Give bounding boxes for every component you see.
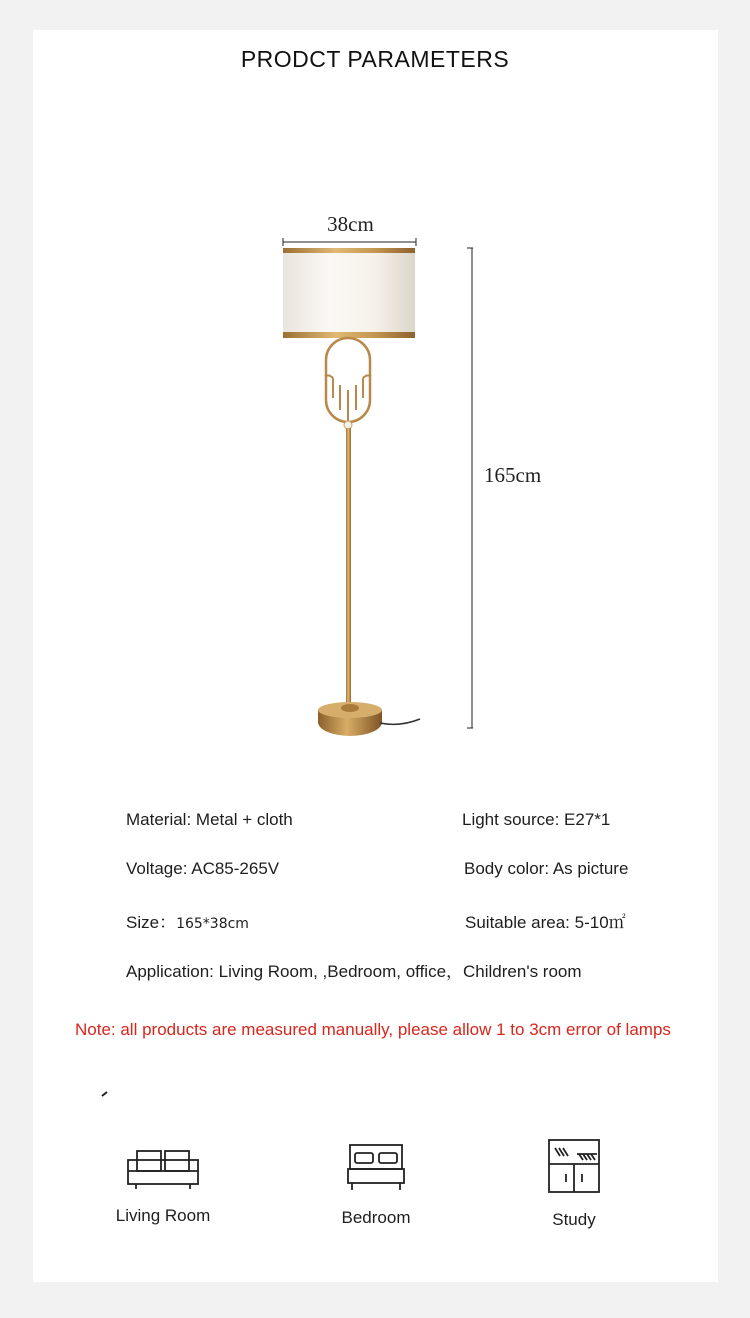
room-label: Bedroom [341, 1208, 411, 1227]
spec-voltage: Voltage: AC85-265V [126, 859, 280, 878]
spec-body-color: Body color: As picture [464, 859, 629, 878]
lamp-oval-frame [325, 338, 371, 422]
lamp-base [318, 702, 382, 736]
spec-size-value: 165*38cm [176, 916, 249, 932]
spec-material: Material: Metal + cloth [126, 810, 293, 829]
spec-size-label: Size： [126, 913, 177, 932]
height-bracket [467, 248, 473, 728]
sofa-icon [126, 1142, 200, 1190]
lamp-cord [380, 719, 420, 724]
page-title: PRODCT PARAMETERS [240, 46, 510, 72]
lamp-shade [283, 248, 415, 338]
floor-lamp-image [260, 230, 500, 750]
room-living-room [103, 1142, 223, 1226]
width-bracket [283, 238, 416, 246]
width-dimension-label: 38cm [327, 212, 374, 236]
lamp-pole [346, 428, 351, 706]
room-study [514, 1138, 634, 1230]
small-mark [101, 1090, 111, 1098]
room-bedroom [316, 1142, 436, 1228]
lamp-switch [344, 421, 352, 429]
spec-application: Application: Living Room, ,Bedroom, office，Children's room [126, 962, 582, 981]
height-dimension-label: 165cm [484, 463, 542, 487]
room-label: Study [552, 1210, 596, 1229]
bookshelf-icon [547, 1138, 601, 1194]
spec-size [126, 908, 249, 933]
bed-icon [346, 1142, 406, 1192]
room-label: Living Room [115, 1206, 211, 1225]
spec-light-source: Light source: E27*1 [462, 810, 611, 829]
spec-suitable-area: Suitable area: 5-10㎡ [465, 913, 626, 932]
measurement-note: Note: all products are measured manually, please allow 1 to 3cm error of lamps [75, 1020, 671, 1039]
